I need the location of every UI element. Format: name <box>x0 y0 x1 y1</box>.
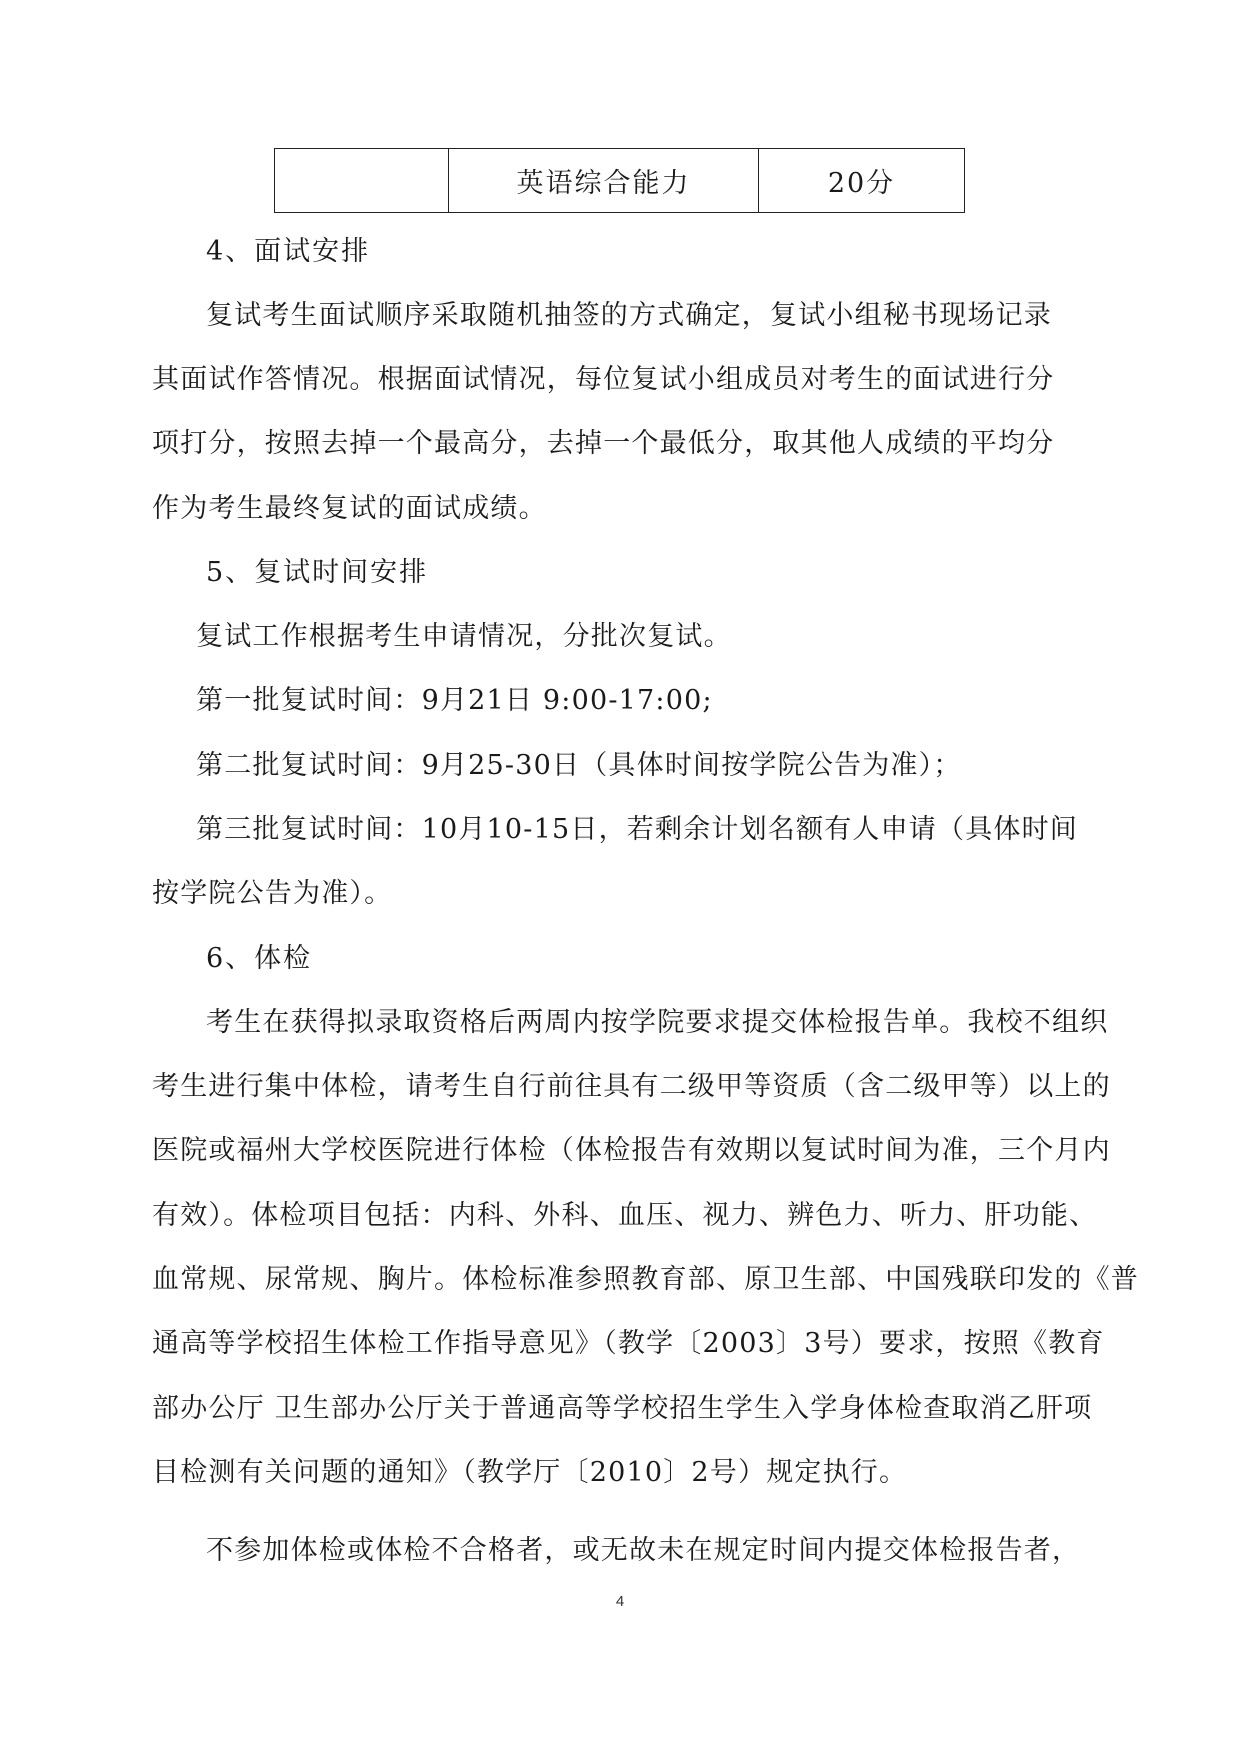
paragraph-line: 通高等学校招生体检工作指导意见》（教学〔2003〕3号）要求，按照《教育 <box>152 1328 1105 1359</box>
table-cell-score: 20分 <box>759 149 965 213</box>
section-heading-interview: 4、面试安排 <box>206 236 371 267</box>
schedule-batch-2: 第二批复试时间：9月25-30日（具体时间按学院公告为准）； <box>196 750 962 781</box>
table-row <box>275 149 965 213</box>
score-table <box>274 148 965 213</box>
paragraph-line: 项打分，按照去掉一个最高分，去掉一个最低分，取其他人成绩的平均分 <box>152 428 1055 459</box>
paragraph-line: 其面试作答情况。根据面试情况，每位复试小组成员对考生的面试进行分 <box>152 364 1055 395</box>
paragraph-line: 按学院公告为准）。 <box>152 878 393 909</box>
paragraph-line: 复试考生面试顺序采取随机抽签的方式确定，复试小组秘书现场记录 <box>206 300 1052 331</box>
paragraph-line: 不参加体检或体检不合格者，或无故未在规定时间内提交体检报告者， <box>206 1535 1081 1566</box>
paragraph-line: 考生在获得拟录取资格后两周内按学院要求提交体检报告单。我校不组织 <box>206 1007 1109 1038</box>
section-heading-schedule: 5、复试时间安排 <box>206 557 429 588</box>
paragraph-line: 复试工作根据考生申请情况，分批次复试。 <box>196 621 732 652</box>
page-number: 4 <box>615 1593 625 1610</box>
paragraph-line: 部办公厅 卫生部办公厅关于普通高等学校招生学生入学身体检查取消乙肝项 <box>152 1393 1093 1424</box>
paragraph-line: 血常规、尿常规、胸片。体检标准参照教育部、原卫生部、中国残联印发的《普 <box>152 1264 1139 1295</box>
paragraph-line: 目检测有关问题的通知》（教学厅〔2010〕2号）规定执行。 <box>152 1457 908 1488</box>
schedule-batch-1: 第一批复试时间：9月21日 9:00-17:00; <box>196 685 713 716</box>
paragraph-line: 考生进行集中体检，请考生自行前往具有二级甲等资质（含二级甲等）以上的 <box>152 1071 1111 1102</box>
paragraph-line: 作为考生最终复试的面试成绩。 <box>152 493 547 524</box>
paragraph-line: 有效）。体检项目包括：内科、外科、血压、视力、辨色力、听力、肝功能、 <box>152 1200 1098 1231</box>
section-heading-medical: 6、体检 <box>206 943 313 974</box>
table-cell-subject: 英语综合能力 <box>449 149 759 213</box>
table-cell-blank <box>275 149 449 213</box>
paragraph-line: 医院或福州大学校医院进行体检（体检报告有效期以复试时间为准，三个月内 <box>152 1135 1111 1166</box>
schedule-batch-3: 第三批复试时间：10月10-15日，若剩余计划名额有人申请（具体时间 <box>196 814 1078 845</box>
